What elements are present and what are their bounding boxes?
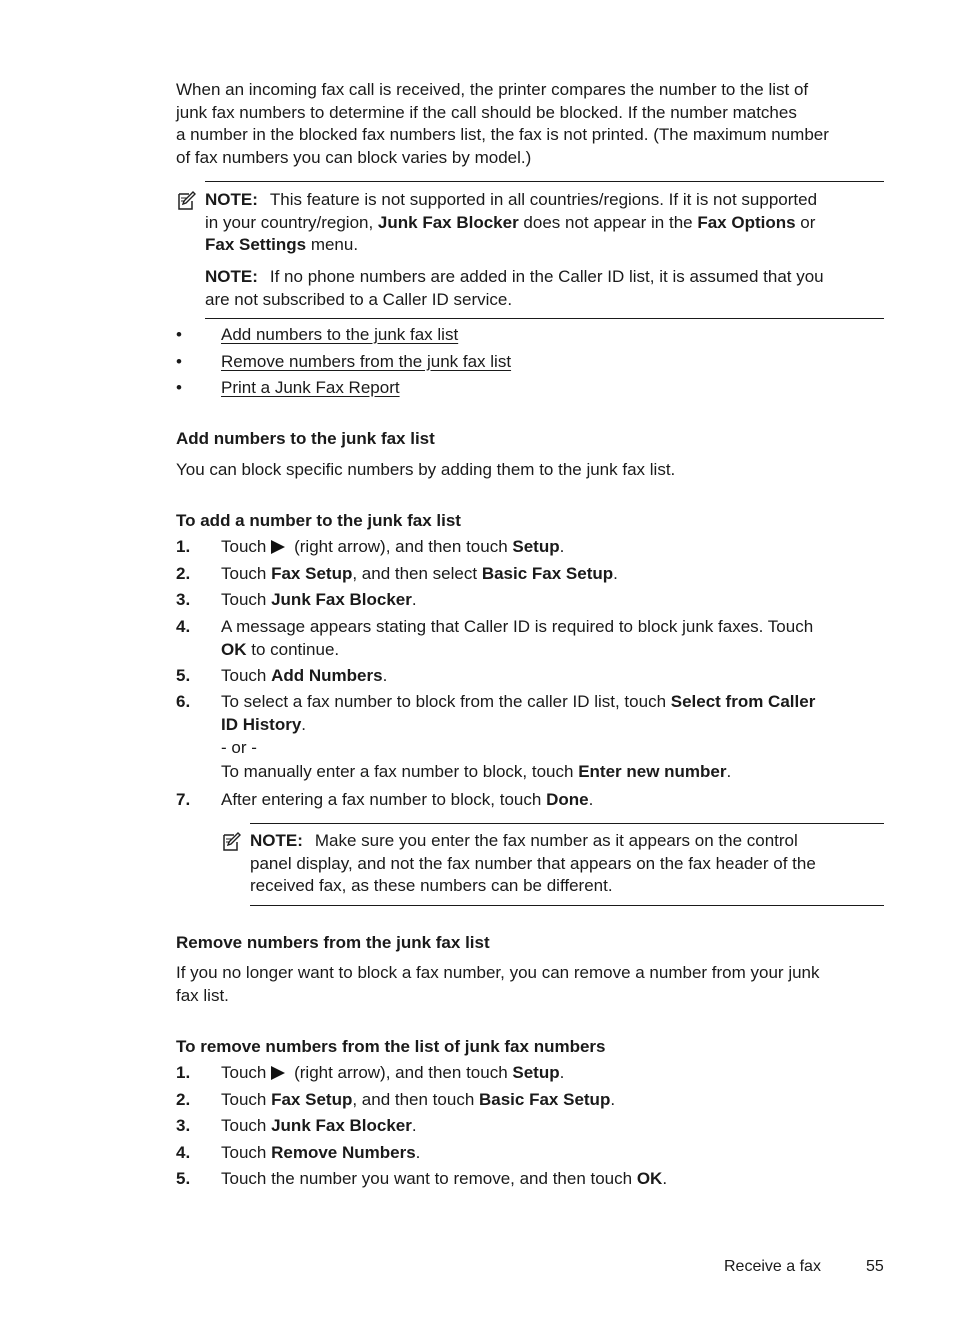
note-text: This feature is not supported in all countries/regions. If it is not supported — [269, 190, 818, 209]
add-section-heading: Add numbers to the junk fax list — [176, 429, 435, 448]
intro-line: When an incoming fax call is received, the printer compares the number to the list of — [176, 80, 809, 99]
right-arrow-icon — [271, 540, 285, 554]
page-number: 55 — [866, 1258, 884, 1275]
step-text: A message appears stating that Caller ID is required to block junk faxes. Touch OK to continue. — [221, 617, 814, 659]
intro-line: of fax numbers you can block varies by model.) — [176, 147, 532, 167]
note-icon — [176, 190, 198, 212]
step-text: After entering a fax number to block, touch Done. — [221, 790, 594, 809]
step-number: 4. — [176, 617, 191, 636]
intro-line: junk fax numbers to determine if the call should be blocked. If the number matches — [176, 102, 797, 122]
note-label: NOTE: — [205, 190, 258, 209]
fax-options-term: Fax Options — [697, 212, 796, 232]
junk-fax-blocker-term: Junk Fax Blocker — [377, 212, 519, 232]
bullet: • — [176, 325, 182, 344]
fax-settings-term: Fax Settings — [205, 235, 307, 254]
note-box — [205, 181, 884, 319]
note-3 — [250, 830, 816, 898]
bullet: • — [176, 378, 182, 397]
step-text: Touch (right arrow), and then touch Setup. — [221, 1063, 565, 1082]
step-text: Touch Fax Setup, and then select Basic Fax Setup. — [221, 564, 618, 583]
note-text: in your country/region, — [205, 212, 378, 232]
footer-section-title: Receive a fax — [724, 1258, 821, 1275]
step-number: 5. — [176, 1169, 191, 1188]
step-number: 5. — [176, 666, 191, 685]
step-text: Touch (right arrow), and then touch Setup. — [221, 537, 565, 556]
step-number: 2. — [176, 1090, 191, 1109]
remove-section-description: If you no longer want to block a fax number, you can remove a number from your junk fax list. — [176, 963, 820, 1005]
note-text: If no phone numbers are added in the Caller ID list, it is assumed that you — [269, 267, 824, 286]
note-text: Make sure you enter the fax number as it appears on the control — [314, 831, 798, 850]
note-text: received fax, as these numbers can be different. — [250, 876, 613, 895]
note-2 — [205, 266, 824, 311]
note-1 — [205, 189, 817, 257]
note-text: or — [795, 212, 816, 232]
step-number: 7. — [176, 790, 191, 809]
note-text: are not subscribed to a Caller ID service. — [205, 289, 513, 309]
note-icon — [221, 831, 243, 853]
step-text: To select a fax number to block from the caller ID list, touch Select from Caller ID History. - or - To manually enter a fax number to block, touch Enter new number. — [221, 692, 816, 781]
link-print-report[interactable]: Print a Junk Fax Report — [221, 378, 400, 397]
step-number: 3. — [176, 1116, 191, 1135]
add-procedure-title: To add a number to the junk fax list — [176, 511, 461, 530]
step-text: Touch Junk Fax Blocker. — [221, 590, 417, 609]
bullet: • — [176, 352, 182, 371]
remove-procedure-title: To remove numbers from the list of junk fax numbers — [176, 1037, 606, 1056]
link-remove-numbers[interactable]: Remove numbers from the junk fax list — [221, 352, 512, 371]
intro-line: a number in the blocked fax numbers list, the fax is not printed. (The maximum number — [176, 125, 829, 144]
note-label: NOTE: — [250, 831, 303, 850]
note-text: panel display, and not the fax number that appears on the fax header of the — [250, 853, 816, 873]
step-text: Touch Fax Setup, and then touch Basic Fax Setup. — [221, 1090, 616, 1109]
note-text: menu. — [306, 235, 359, 254]
step-number: 2. — [176, 564, 191, 583]
step-number: 4. — [176, 1143, 191, 1162]
right-arrow-icon — [271, 1066, 285, 1080]
note-label: NOTE: — [205, 267, 258, 286]
add-section-description: You can block specific numbers by adding them to the junk fax list. — [176, 460, 676, 479]
step-number: 3. — [176, 590, 191, 609]
step-text: Touch Junk Fax Blocker. — [221, 1116, 417, 1135]
link-add-numbers[interactable]: Add numbers to the junk fax list — [221, 325, 459, 344]
step-text: Touch Add Numbers. — [221, 666, 388, 685]
step-text: Touch Remove Numbers. — [221, 1143, 421, 1162]
step-number: 1. — [176, 1063, 191, 1082]
step-text: Touch the number you want to remove, and then touch OK. — [221, 1169, 668, 1188]
note-box — [250, 823, 884, 906]
remove-section-heading: Remove numbers from the junk fax list — [176, 933, 490, 952]
intro-paragraph — [176, 79, 888, 169]
step-number: 6. — [176, 692, 191, 711]
note-text: does not appear in the — [518, 212, 698, 232]
step-number: 1. — [176, 537, 191, 556]
